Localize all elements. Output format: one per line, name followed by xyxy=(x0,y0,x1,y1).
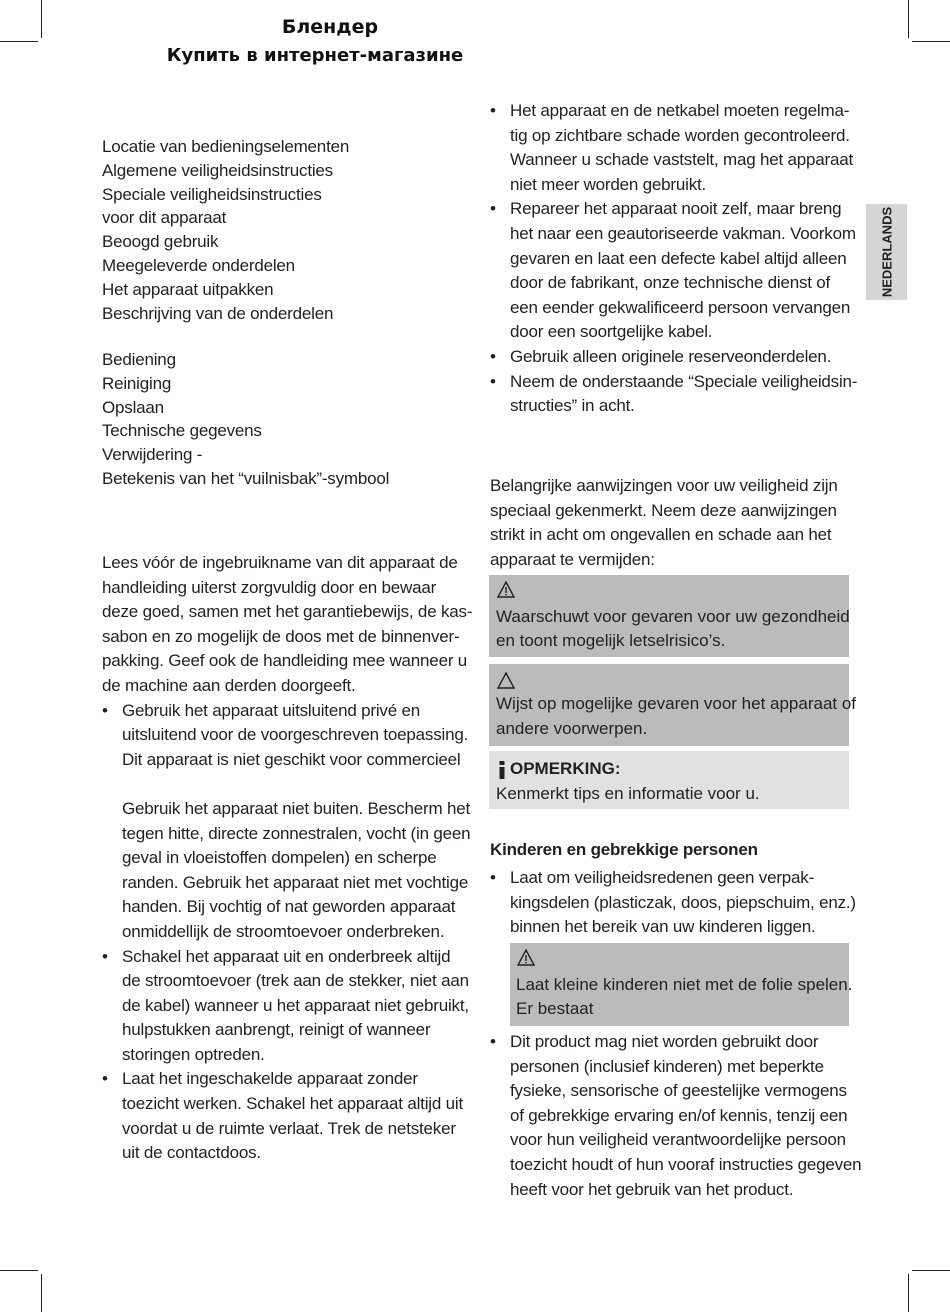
toc-item: Reiniging xyxy=(102,373,172,393)
toc-item: voor dit apparaat xyxy=(102,208,227,228)
safety-intro-line: apparaat te vermijden: xyxy=(490,549,655,569)
list-item-line: personen (inclusief kinderen) met beperkte xyxy=(510,1056,824,1076)
list-item-line: toezicht houdt of hun vooraf instructies gegeven xyxy=(510,1154,862,1174)
crop-mark xyxy=(908,1274,909,1312)
children-bullet-1 xyxy=(490,866,855,940)
list-item xyxy=(102,699,471,945)
intro-line: sabon en zo mogelijk de doos met de binnenver- xyxy=(102,626,460,646)
crop-mark xyxy=(41,0,42,38)
bullet-list-right xyxy=(490,99,858,419)
children-warning-box xyxy=(510,943,853,1026)
list-item-line: Repareer het apparaat nooit zelf, maar breng xyxy=(510,199,842,219)
bullet-marker: • xyxy=(102,946,108,966)
list-item-line: Het apparaat en de netkabel moeten regelma- xyxy=(510,101,850,120)
list-item-line: Gebruik het apparaat uitsluitend privé en xyxy=(122,700,420,720)
list-item-line: niet meer worden gebruikt. xyxy=(510,174,707,194)
intro-line: pakking. Geef ook de handleiding mee wanneer u xyxy=(102,651,468,671)
list-item-line: hulpstukken aanbrengt, reinigt of wanneer xyxy=(122,1020,431,1040)
list-item-line: Schakel het apparaat uit en onderbreek altijd xyxy=(122,946,451,966)
list-item-line: Wanneer u schade vaststelt, mag het apparaat xyxy=(510,150,854,170)
language-tab-label: NEDERLANDS xyxy=(879,206,894,298)
list-item-line: door een soortgelijke kabel. xyxy=(510,322,713,342)
list-item-line: onmiddellijk de stroomtoevoer onderbreken. xyxy=(122,921,445,941)
crop-mark xyxy=(0,1270,38,1271)
list-item-line: het naar een geautoriseerde vakman. Voorkom xyxy=(510,223,856,243)
toc-item: Betekenis van het “vuilnisbak”-symbool xyxy=(102,468,390,488)
bullet-marker: • xyxy=(490,1032,496,1051)
list-item-line: Gebruik het apparaat niet buiten. Bescherm het xyxy=(122,798,471,818)
note-title: OPMERKING: xyxy=(510,759,621,778)
list-item-line: toezicht werken. Schakel het apparaat altijd uit xyxy=(122,1094,463,1114)
list-item-line: een eender gekwalificeerd persoon vervangen xyxy=(510,297,851,317)
toc-item: Speciale veiligheidsinstructies xyxy=(102,184,322,204)
note-text: Kenmerkt tips en informatie voor u. xyxy=(496,784,760,803)
toc-item: Beschrijving van de onderdelen xyxy=(102,303,334,323)
toc-item: Beoogd gebruik xyxy=(102,232,219,252)
safety-intro xyxy=(490,474,855,572)
list-item-line xyxy=(122,772,467,797)
list-item-line: of gebrekkige ervaring en/of kennis, tenzij een xyxy=(510,1105,848,1125)
list-item-line: gevaren en laat een defecte kabel altijd alleen xyxy=(510,248,847,268)
table-of-contents xyxy=(102,135,349,325)
children-bullet-2 xyxy=(490,1030,862,1202)
list-item-line: voor hun veiligheid verantwoordelijke persoon xyxy=(510,1130,846,1150)
children-warning-1: Laat kleine kinderen niet met de folie spelen. xyxy=(516,975,853,994)
safety-intro-line: strikt in acht om ongevallen en schade aan het xyxy=(490,525,832,545)
table-of-contents-2 xyxy=(102,348,389,491)
warning-text-2: en toont mogelijk letselrisico’s. xyxy=(496,631,726,650)
bullet-marker: • xyxy=(102,1069,108,1089)
list-item-line: door de fabrikant, onze technische dienst of xyxy=(510,273,831,293)
warning-box xyxy=(489,575,849,657)
bullet-marker: • xyxy=(102,700,108,720)
toc-item: Algemene veiligheidsinstructies xyxy=(102,160,333,180)
warning-triangle-icon xyxy=(497,581,515,598)
toc-item: Opslaan xyxy=(102,397,164,417)
children-warning-2: Er bestaat xyxy=(516,999,594,1018)
list-item-line: de kabel) wanneer u het apparaat niet gebruikt, xyxy=(122,995,469,1015)
list-item xyxy=(102,945,467,1068)
toc-item: Technische gegevens xyxy=(102,421,262,441)
safety-intro-line: speciaal gekenmerkt. Neem deze aanwijzingen xyxy=(490,500,837,520)
bullet-marker: • xyxy=(490,199,496,219)
note-box xyxy=(489,751,849,809)
page-title: Блендер xyxy=(281,16,379,38)
list-item-line: uit de contactdoos. xyxy=(122,1143,261,1163)
caution-box xyxy=(489,664,857,746)
list-item-line: randen. Gebruik het apparaat niet met vochtige xyxy=(122,872,469,892)
list-item-line: tig op zichtbare schade worden gecontroleerd. xyxy=(510,125,850,145)
list-item-line: handen. Bij vochtig of nat geworden apparaat xyxy=(122,897,456,917)
left-column xyxy=(102,551,473,1166)
crop-mark xyxy=(912,1270,950,1271)
list-item xyxy=(490,1030,862,1202)
list-item-line: uitsluitend voor de voorgeschreven toepassing. xyxy=(122,725,469,745)
intro-paragraph xyxy=(102,551,473,699)
list-item-line: tegen hitte, directe zonnestralen, vocht (in geen xyxy=(122,823,471,843)
list-item-line: Gebruik alleen originele reserveonderdelen. xyxy=(510,346,832,366)
list-item-line: structies” in acht. xyxy=(510,396,635,416)
toc-item: Verwijdering - xyxy=(102,445,203,465)
toc-item: Locatie van bedieningselementen xyxy=(102,137,350,156)
safety-intro-line: Belangrijke aanwijzingen voor uw veiligheid zijn xyxy=(490,476,838,495)
list-item-line: Neem de onderstaande “Speciale veiligheidsin- xyxy=(510,371,858,391)
list-item xyxy=(490,99,855,197)
list-item xyxy=(490,866,855,940)
list-item-line: voordat u de ruimte verlaat. Trek de netsteker xyxy=(122,1118,456,1138)
list-item-line: Laat het ingeschakelde apparaat zonder xyxy=(122,1069,418,1089)
bullet-marker: • xyxy=(490,868,496,887)
list-item xyxy=(490,370,858,419)
crop-mark xyxy=(41,1274,42,1312)
list-item-line: heeft voor het gebruik van het product. xyxy=(510,1179,794,1199)
list-item-line: de stroomtoevoer (trek aan de stekker, niet aan xyxy=(122,971,469,991)
info-icon xyxy=(497,761,507,779)
warning-text-1: Waarschuwt voor gevaren voor uw gezondheid xyxy=(496,607,850,626)
list-item-line: Dit apparaat is niet geschikt voor commercieel xyxy=(122,749,461,769)
list-item-line: fysieke, sensorische of geestelijke vermogens xyxy=(510,1081,847,1101)
warning-triangle-icon xyxy=(517,949,535,966)
toc-item: Bediening xyxy=(102,350,176,369)
list-item-line: Laat om veiligheidsredenen geen verpak- xyxy=(510,868,815,887)
list-item-line: geval in vloeistoffen dompelen) en scherpe xyxy=(122,848,437,868)
list-item-line: binnen het bereik van uw kinderen liggen. xyxy=(510,917,816,937)
crop-mark xyxy=(912,41,950,42)
list-item-line: kingsdelen (plasticzak, doos, piepschuim, enz.) xyxy=(510,892,856,912)
caution-triangle-icon xyxy=(497,672,515,689)
intro-line: handleiding uiterst zorgvuldig door en bewaar xyxy=(102,577,437,597)
list-item xyxy=(490,197,855,345)
intro-line: de machine aan derden doorgeeft. xyxy=(102,675,356,695)
caution-text-2: andere voorwerpen. xyxy=(496,719,648,738)
crop-mark xyxy=(908,0,909,38)
list-item-line: storingen optreden. xyxy=(122,1044,265,1064)
bullet-marker: • xyxy=(490,101,496,120)
caution-text-1: Wijst op mogelijke gevaren voor het apparaat of xyxy=(496,694,857,713)
section-heading: Kinderen en gebrekkige personen xyxy=(490,840,758,859)
language-tab xyxy=(866,204,907,300)
toc-item: Het apparaat uitpakken xyxy=(102,279,274,299)
list-item xyxy=(490,345,855,370)
crop-mark xyxy=(0,41,38,42)
bullet-marker: • xyxy=(490,371,496,391)
intro-line: Lees vóór de ingebruikname van dit apparaat de xyxy=(102,553,458,572)
list-item xyxy=(102,1067,467,1165)
intro-line: deze goed, samen met het garantiebewijs, de kas- xyxy=(102,602,473,622)
bullet-list xyxy=(102,699,471,1166)
toc-item: Meegeleverde onderdelen xyxy=(102,255,295,275)
shop-link[interactable]: Купить в интернет-магазине xyxy=(166,45,464,66)
list-item-line: Dit product mag niet worden gebruikt door xyxy=(510,1032,819,1051)
bullet-marker: • xyxy=(490,346,496,366)
